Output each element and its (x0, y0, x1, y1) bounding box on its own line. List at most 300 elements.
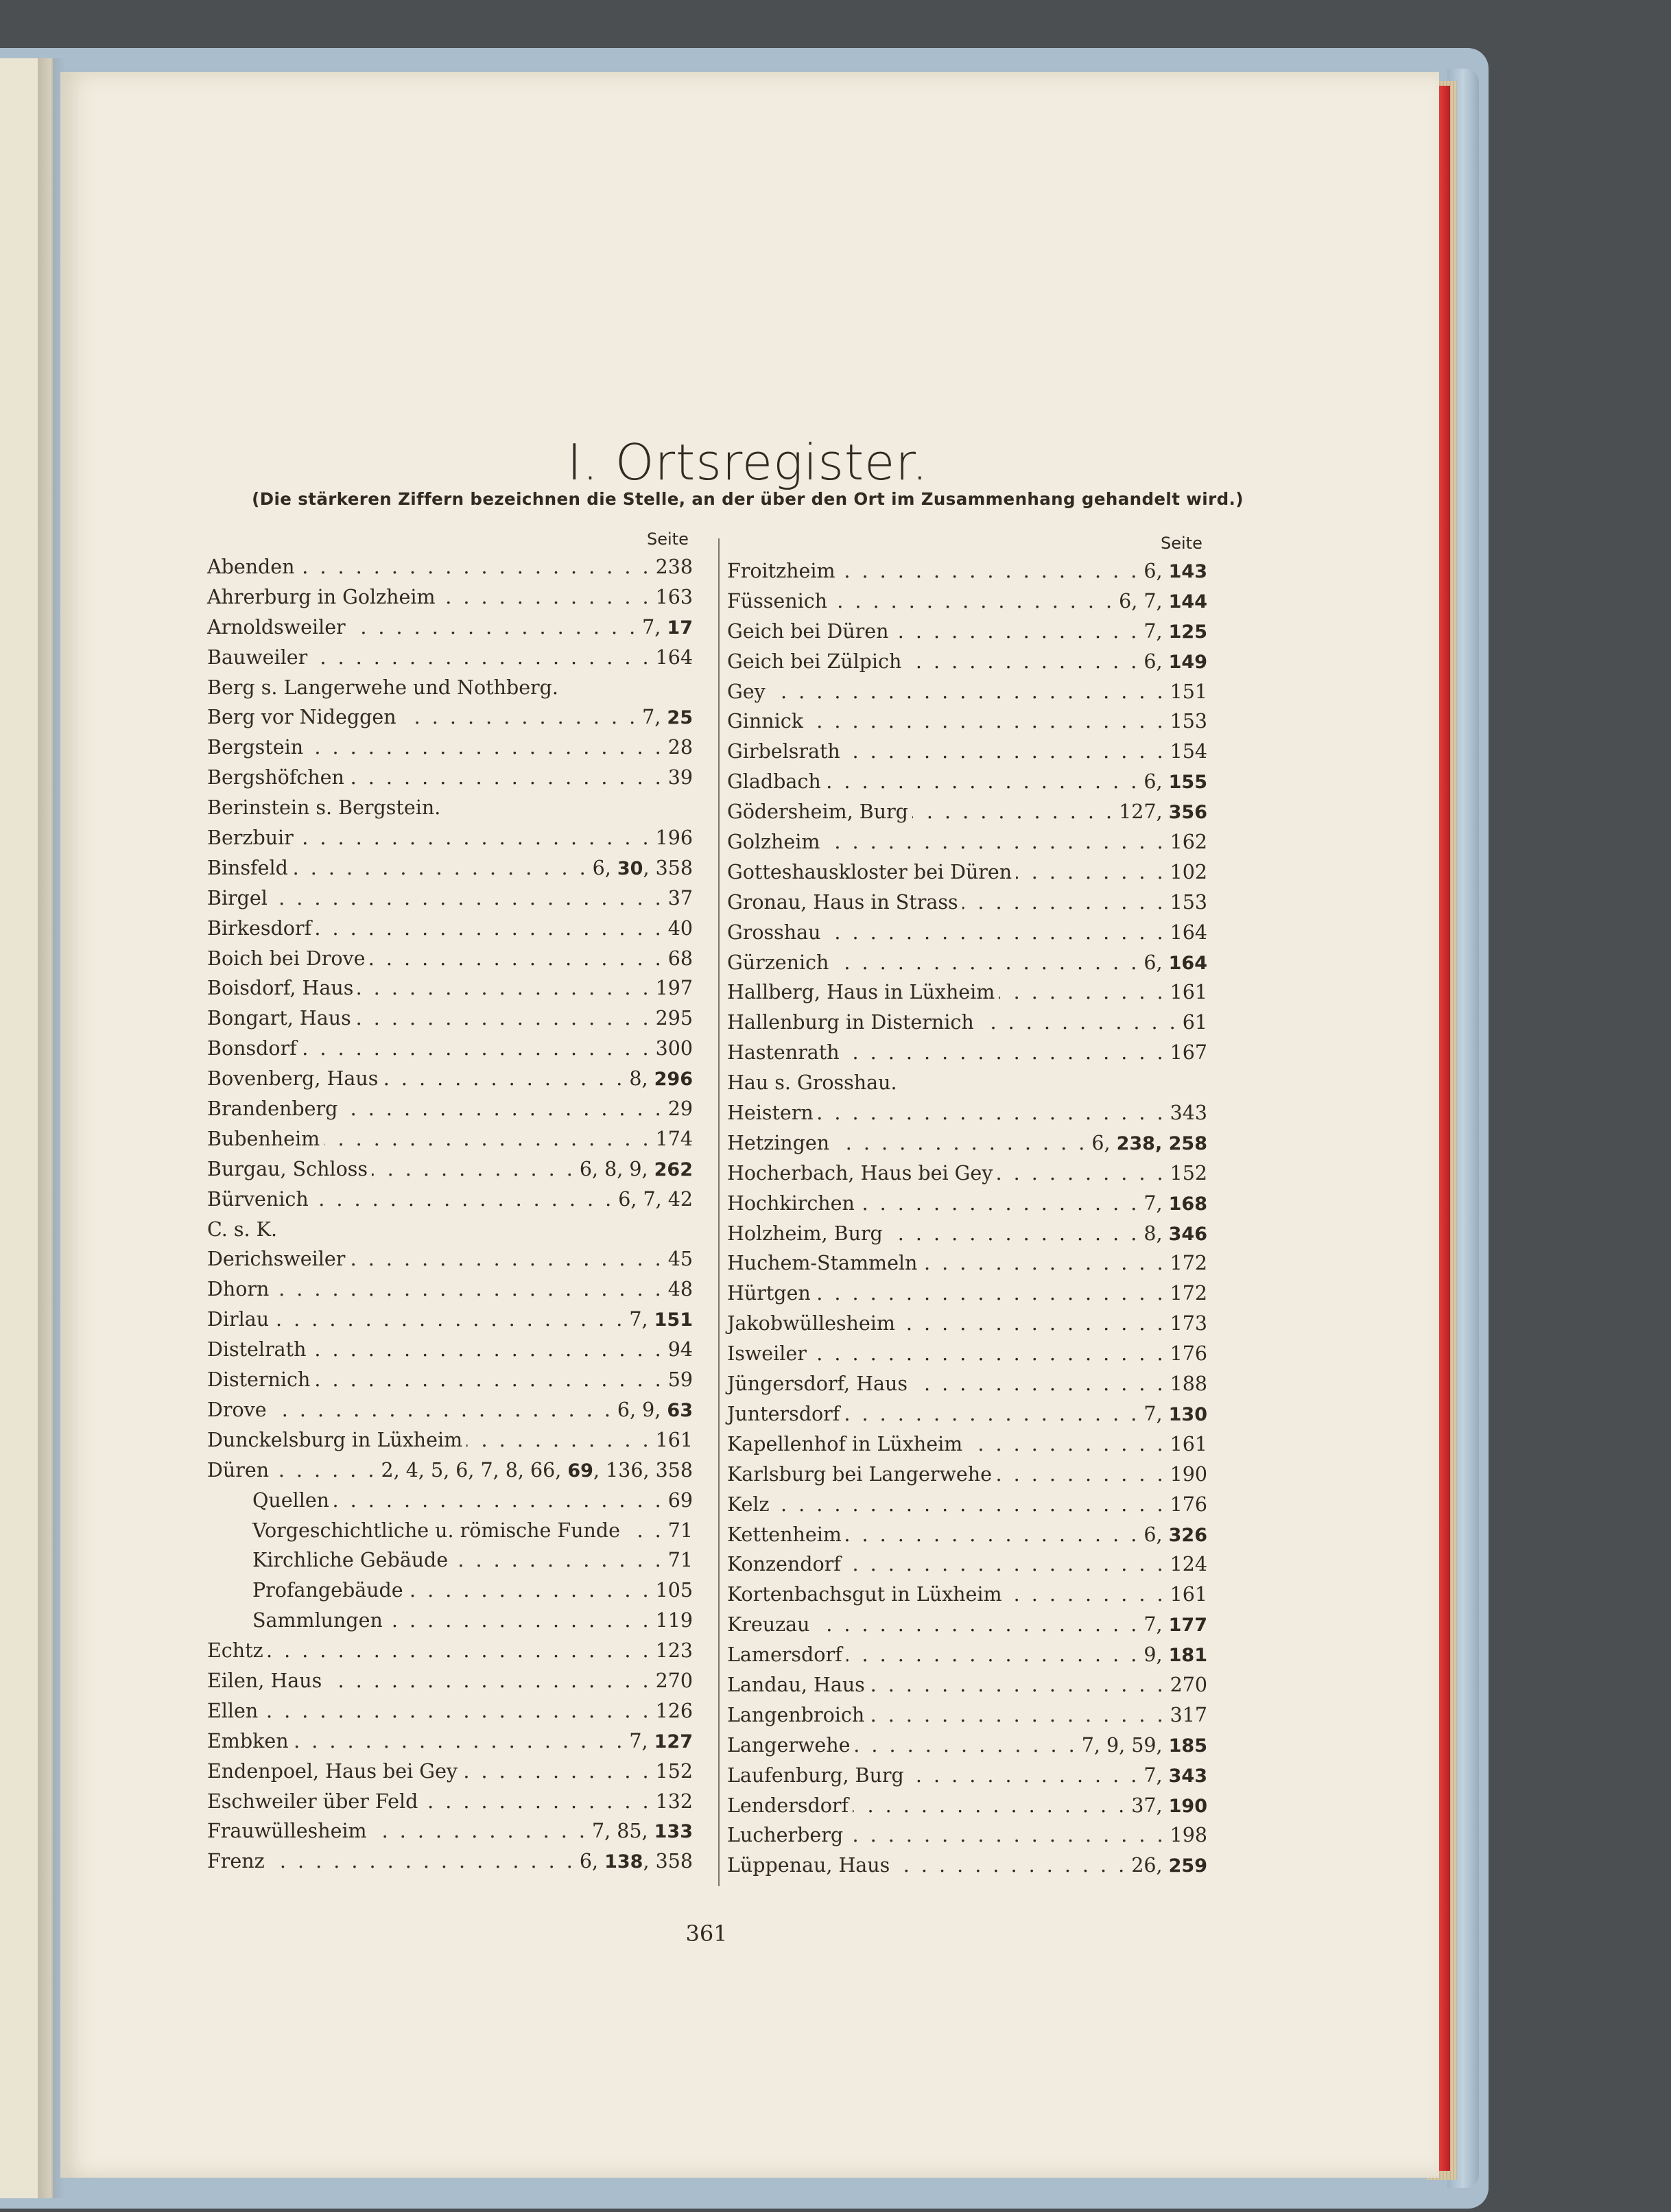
page-references: 7, 168 (1143, 1191, 1207, 1215)
dot-leader (387, 1606, 652, 1636)
index-entry (727, 1549, 1207, 1580)
dot-leader (324, 1124, 651, 1154)
place-name: Golzheim (727, 831, 820, 854)
dot-leader (859, 1189, 1139, 1219)
index-entry (207, 1094, 693, 1124)
place-name: Langerwehe (727, 1733, 851, 1757)
page-references: 198 (1170, 1824, 1207, 1847)
page-references: 295 (655, 1007, 693, 1030)
page-references: 119 (655, 1609, 693, 1632)
place-name: Laufenburg, Burg (727, 1763, 904, 1787)
dot-leader (996, 1460, 1166, 1490)
place-name: Heistern (727, 1102, 814, 1125)
page-references: 7, 85, 133 (591, 1820, 693, 1843)
dot-leader (962, 888, 1166, 918)
dot-leader (887, 1219, 1140, 1249)
main-reference: 25 (667, 707, 693, 729)
index-entry (727, 1219, 1207, 1249)
dot-leader (908, 1761, 1140, 1791)
index-entry (207, 1365, 693, 1395)
page-references: 161 (1170, 1432, 1207, 1455)
dot-leader (268, 1636, 652, 1666)
index-entry (207, 1244, 693, 1274)
main-reference: 30 (617, 857, 643, 879)
place-name: Ahrerburg in Golzheim (207, 585, 436, 608)
page-references: 176 (1170, 1342, 1207, 1366)
index-entry (727, 1279, 1207, 1309)
dot-leader (349, 1244, 663, 1274)
dot-leader (272, 883, 664, 914)
dot-leader (1006, 1580, 1166, 1610)
page-references: 161 (1170, 1583, 1207, 1606)
dot-leader (372, 1154, 576, 1185)
page-references: 6, 143 (1143, 560, 1207, 582)
main-reference: 69 (567, 1460, 593, 1482)
dot-leader (846, 1640, 1140, 1670)
place-name: Drove (207, 1398, 267, 1421)
dot-leader (314, 1365, 663, 1395)
place-name: Karlsburg bei Langerwehe (727, 1462, 992, 1486)
page-references: 71 (667, 1519, 693, 1542)
index-entry (727, 677, 1207, 707)
index-entry (207, 733, 693, 763)
dot-leader (350, 613, 638, 643)
place-name: Bubenheim (207, 1127, 320, 1150)
page-references: 161 (655, 1428, 693, 1451)
page-references: 59 (667, 1368, 693, 1392)
page-references: 173 (1170, 1312, 1207, 1335)
dot-leader (452, 1545, 664, 1575)
index-entry (727, 737, 1207, 767)
page-references: 69 (667, 1488, 693, 1512)
place-name: Frenz (207, 1850, 265, 1873)
dot-leader (833, 1128, 1087, 1158)
page-references: 167 (1170, 1041, 1207, 1065)
index-entry (727, 1038, 1207, 1068)
page-references: 174 (655, 1127, 693, 1150)
place-name: Kapellenhof in Lüxheim (727, 1432, 963, 1455)
index-entry (207, 1696, 693, 1726)
place-name: Kelz (727, 1492, 770, 1516)
place-name: Füssenich (727, 589, 828, 613)
left-column-heading: Seite (647, 530, 689, 549)
place-name: Birgel (207, 886, 268, 909)
index-entry (727, 1399, 1207, 1429)
place-name: Düren (207, 1458, 270, 1482)
dot-leader (824, 827, 1165, 857)
page-references: 7, 343 (1143, 1763, 1207, 1787)
index-entry (207, 883, 693, 914)
index-entry (727, 586, 1207, 617)
place-name: Kettenheim (727, 1523, 842, 1546)
place-name: Gödersheim, Burg (727, 800, 908, 824)
index-entry (207, 1335, 693, 1365)
place-name: Frauwüllesheim (207, 1820, 367, 1843)
page-references: 6, 138, 358 (579, 1850, 693, 1873)
place-name: Froitzheim (727, 560, 836, 582)
page-references: 37, 190 (1131, 1794, 1207, 1817)
dot-leader (407, 1575, 652, 1606)
index-entry (207, 552, 693, 582)
dot-leader (825, 767, 1140, 797)
index-entry (727, 647, 1207, 677)
place-name: Endenpoel, Haus bei Gey (207, 1759, 458, 1783)
page-references: 196 (655, 826, 693, 850)
index-entry (727, 1670, 1207, 1700)
page-references: 161 (1170, 981, 1207, 1004)
page-references: 7, 25 (642, 706, 693, 729)
main-reference: 181 (1168, 1645, 1207, 1667)
index-entry (727, 1098, 1207, 1128)
dot-leader (313, 1185, 615, 1215)
main-reference: 177 (1168, 1615, 1207, 1637)
place-name: Bonsdorf (207, 1037, 297, 1060)
dot-leader (846, 1520, 1139, 1550)
index-entry (207, 1124, 693, 1154)
page-references: 71 (667, 1549, 693, 1572)
page-references: 162 (1170, 831, 1207, 854)
place-name: Boich bei Drove (207, 947, 366, 970)
page-references: 40 (667, 916, 693, 940)
index-entry (727, 1460, 1207, 1490)
place-name: Abenden (207, 556, 295, 578)
place-name: Berg vor Nideggen (207, 706, 396, 729)
dot-leader (853, 1791, 1127, 1821)
page-references: 176 (1170, 1492, 1207, 1516)
page-references: 68 (667, 947, 693, 970)
page-references: 270 (655, 1669, 693, 1692)
place-name: Landau, Haus (727, 1673, 865, 1696)
index-entry (727, 1791, 1207, 1821)
place-name: Profangebäude (252, 1579, 403, 1602)
place-name: Ginnick (727, 710, 803, 733)
dot-leader (333, 1486, 664, 1516)
place-name: Bovenberg, Haus (207, 1067, 379, 1091)
index-entry (207, 1064, 693, 1094)
dot-leader (624, 1516, 664, 1546)
page-references: 61 (1182, 1011, 1207, 1034)
place-name: Konzendorf (727, 1553, 841, 1576)
main-reference: 356 (1168, 802, 1207, 824)
dot-leader (326, 1666, 651, 1696)
dot-leader (811, 1339, 1166, 1369)
index-entry (207, 1486, 693, 1516)
place-name: Gotteshauskloster bei Düren (727, 860, 1012, 883)
right-index-column (727, 556, 1207, 1881)
place-name: Gronau, Haus in Strass (727, 890, 958, 914)
page-references: 6, 7, 42 (618, 1187, 693, 1211)
index-entry (207, 1003, 693, 1034)
dot-leader (298, 823, 652, 853)
page-subtitle: (Die stärkeren Ziffern bezeichnen die Stelle, an der über den Ort im Zusammenhang gehandelt wird.) (252, 489, 1244, 509)
dot-leader (997, 1158, 1165, 1189)
dot-leader (892, 617, 1139, 647)
index-entry (207, 1606, 693, 1636)
dot-leader (912, 797, 1115, 827)
dot-leader (273, 1455, 377, 1486)
index-entry (207, 613, 693, 643)
place-name: Hallenburg in Disternich (727, 1011, 974, 1034)
page-references: 132 (655, 1789, 693, 1813)
page-number: 361 (685, 1920, 728, 1947)
place-name: Isweiler (727, 1342, 807, 1366)
page-references: 6, 8, 9, 262 (579, 1157, 693, 1180)
index-entry (727, 767, 1207, 797)
main-reference: 144 (1168, 591, 1207, 613)
page-references: 270 (1170, 1673, 1207, 1696)
dot-leader (847, 1820, 1166, 1851)
dot-leader (299, 552, 652, 582)
place-name: Huchem-Stammeln (727, 1252, 918, 1275)
dot-leader (369, 944, 663, 974)
place-name: Berg s. Langerwehe und Nothberg. (207, 676, 558, 699)
place-name: Gey (727, 680, 766, 703)
place-name: Eschweiler über Feld (207, 1789, 418, 1813)
page-references: 152 (1170, 1161, 1207, 1185)
page-references: 164 (1170, 920, 1207, 944)
place-name: Hetzingen (727, 1131, 830, 1154)
place-name: Birkesdorf (207, 916, 312, 940)
place-name: Bürvenich (207, 1187, 309, 1211)
main-reference: 343 (1168, 1765, 1207, 1787)
main-reference: 155 (1168, 772, 1207, 794)
place-name: Berinstein s. Bergstein. (207, 796, 441, 820)
page-references: 39 (667, 766, 693, 789)
page-references: 123 (655, 1639, 693, 1663)
dot-leader (357, 973, 651, 1003)
place-name: Eilen, Haus (207, 1669, 322, 1692)
place-name: Hocherbach, Haus bei Gey (727, 1161, 993, 1185)
index-entry (207, 673, 693, 703)
index-entry (207, 1575, 693, 1606)
dot-leader (825, 918, 1166, 948)
page-references: 153 (1170, 890, 1207, 914)
index-entry (207, 1757, 693, 1787)
main-reference: 125 (1168, 621, 1207, 643)
page-references: 151 (1170, 680, 1207, 703)
place-name: Girbelsrath (727, 740, 840, 763)
main-reference: 164 (1168, 952, 1207, 974)
page-references: 126 (655, 1699, 693, 1722)
index-entry (207, 702, 693, 733)
index-entry (727, 1369, 1207, 1399)
place-name: Lucherberg (727, 1824, 844, 1847)
place-name: Derichsweiler (207, 1248, 346, 1271)
page-references: 154 (1170, 740, 1207, 763)
dot-leader (1016, 857, 1165, 888)
dot-leader (921, 1248, 1165, 1279)
page-references: 197 (655, 977, 693, 1000)
dot-leader (844, 1038, 1166, 1068)
main-reference: 259 (1168, 1855, 1207, 1877)
place-name: Holzheim, Burg (727, 1222, 883, 1245)
index-entry (207, 1185, 693, 1215)
page-references: 127, 356 (1119, 800, 1207, 824)
index-entry (727, 857, 1207, 888)
index-entry (727, 977, 1207, 1008)
index-entry (207, 643, 693, 673)
index-entry (727, 1731, 1207, 1761)
index-entry (207, 1516, 693, 1546)
main-reference: 130 (1168, 1403, 1207, 1425)
dot-leader (462, 1757, 652, 1787)
place-name: C. s. K. (207, 1217, 278, 1241)
page-references: 317 (1170, 1703, 1207, 1726)
index-entry (727, 948, 1207, 978)
page-references: 172 (1170, 1282, 1207, 1305)
place-name: Grosshau (727, 920, 821, 944)
place-name: Hallberg, Haus in Lüxheim (727, 981, 995, 1004)
place-name: Echtz (207, 1639, 263, 1663)
page-references: 7, 130 (1143, 1402, 1207, 1425)
place-name: Gürzenich (727, 951, 829, 974)
main-reference: 138 (604, 1851, 643, 1873)
index-entry (207, 1787, 693, 1817)
page-references: 172 (1170, 1252, 1207, 1275)
index-entry (727, 1761, 1207, 1791)
dot-leader (807, 706, 1166, 737)
place-name: Berzbuir (207, 826, 294, 850)
place-name: Gladbach (727, 770, 821, 794)
dot-leader (382, 1064, 625, 1094)
dot-leader (999, 977, 1165, 1008)
index-entry (727, 1068, 1207, 1098)
dot-leader (348, 763, 664, 793)
page-references: 6, 9, 63 (617, 1398, 693, 1421)
place-name: Lüppenau, Haus (727, 1854, 890, 1877)
place-name: Vorgeschichtliche u. römische Funde (252, 1519, 621, 1542)
index-entry (727, 1580, 1207, 1610)
index-entry (207, 823, 693, 853)
dot-leader (869, 1670, 1166, 1700)
page-references: 153 (1170, 710, 1207, 733)
place-name: Juntersdorf (727, 1402, 840, 1425)
index-entry (727, 827, 1207, 857)
dot-leader (401, 702, 639, 733)
place-name: Geich bei Düren (727, 619, 889, 643)
place-name: Langenbroich (727, 1703, 865, 1726)
main-reference: 190 (1168, 1795, 1207, 1817)
page-references: 343 (1170, 1102, 1207, 1125)
page-references: 7, 151 (629, 1308, 693, 1331)
dot-leader (292, 853, 589, 883)
place-name: Hürtgen (727, 1282, 811, 1305)
main-reference: 127 (654, 1731, 693, 1752)
page-references: 28 (667, 736, 693, 759)
dot-leader (845, 1549, 1166, 1580)
place-name: Bongart, Haus (207, 1007, 351, 1030)
index-entry (727, 888, 1207, 918)
dot-leader (269, 1846, 576, 1877)
index-entry (727, 556, 1207, 586)
dot-leader (466, 1425, 651, 1455)
place-name: Lendersdorf (727, 1794, 849, 1817)
place-name: Quellen (252, 1488, 330, 1512)
main-reference: 151 (654, 1309, 693, 1331)
place-name: Dhorn (207, 1278, 270, 1301)
index-entry (207, 1305, 693, 1335)
main-reference: 238, 258 (1116, 1132, 1207, 1154)
page-references: 9, 181 (1143, 1643, 1207, 1667)
dot-leader (355, 1003, 652, 1034)
place-name: Distelrath (207, 1338, 307, 1361)
page-references: 6, 164 (1143, 951, 1207, 974)
place-name: Lamersdorf (727, 1643, 842, 1667)
index-entry (727, 1700, 1207, 1731)
place-name: Jakobwüllesheim (727, 1312, 895, 1335)
dot-leader (899, 1309, 1166, 1339)
page-references: 124 (1170, 1553, 1207, 1576)
index-entry (727, 1339, 1207, 1369)
place-name: Hau s. Grosshau. (727, 1071, 897, 1095)
page-references: 190 (1170, 1462, 1207, 1486)
index-entry (207, 914, 693, 944)
dot-leader (844, 1399, 1139, 1429)
place-name: Boisdorf, Haus (207, 977, 354, 1000)
main-reference: 17 (667, 617, 693, 639)
page-references: 26, 259 (1131, 1854, 1207, 1877)
page-references: 7, 125 (1143, 619, 1207, 643)
place-name: Burgau, Schloss (207, 1157, 368, 1180)
dot-leader (815, 1279, 1166, 1309)
place-name: Dunckelsburg in Lüxheim (207, 1428, 463, 1451)
index-entry (207, 853, 693, 883)
index-entry (727, 1128, 1207, 1158)
page-references: 152 (655, 1759, 693, 1783)
page-references: 7, 127 (629, 1729, 693, 1752)
main-reference: 262 (654, 1158, 693, 1180)
page-references: 238 (655, 556, 693, 578)
place-name: Jüngersdorf, Haus (727, 1372, 908, 1396)
index-entry (207, 763, 693, 793)
main-reference: 326 (1168, 1524, 1207, 1546)
page-references: 105 (655, 1579, 693, 1602)
index-entry (727, 1248, 1207, 1279)
page-references: 6, 238, 258 (1091, 1131, 1207, 1154)
place-name: Embken (207, 1729, 289, 1752)
dot-leader (310, 1335, 663, 1365)
dot-leader (316, 914, 664, 944)
place-name: Kirchliche Gebäude (252, 1549, 449, 1572)
main-reference: 63 (667, 1399, 693, 1421)
dot-leader (831, 586, 1115, 617)
index-entry (207, 1846, 693, 1877)
index-entry (207, 1154, 693, 1185)
index-entry (207, 582, 693, 613)
place-name: Binsfeld (207, 856, 288, 879)
dot-leader (273, 1305, 625, 1335)
index-entry (207, 1545, 693, 1575)
main-reference: 296 (654, 1069, 693, 1091)
index-entry (727, 1610, 1207, 1640)
dot-leader (978, 1008, 1178, 1038)
dot-leader (844, 737, 1166, 767)
index-entry (207, 1034, 693, 1064)
index-entry (207, 1666, 693, 1696)
index-entry (207, 1425, 693, 1455)
dot-leader (311, 643, 651, 673)
dot-leader (342, 1094, 663, 1124)
dot-leader (293, 1726, 626, 1757)
place-name: Disternich (207, 1368, 311, 1392)
index-entry (207, 793, 693, 823)
dot-leader (818, 1098, 1166, 1128)
index-entry (727, 1309, 1207, 1339)
index-entry (727, 1429, 1207, 1460)
place-name: Arnoldsweiler (207, 615, 346, 639)
page-references: 7, 17 (642, 615, 693, 639)
index-entry (207, 1455, 693, 1486)
